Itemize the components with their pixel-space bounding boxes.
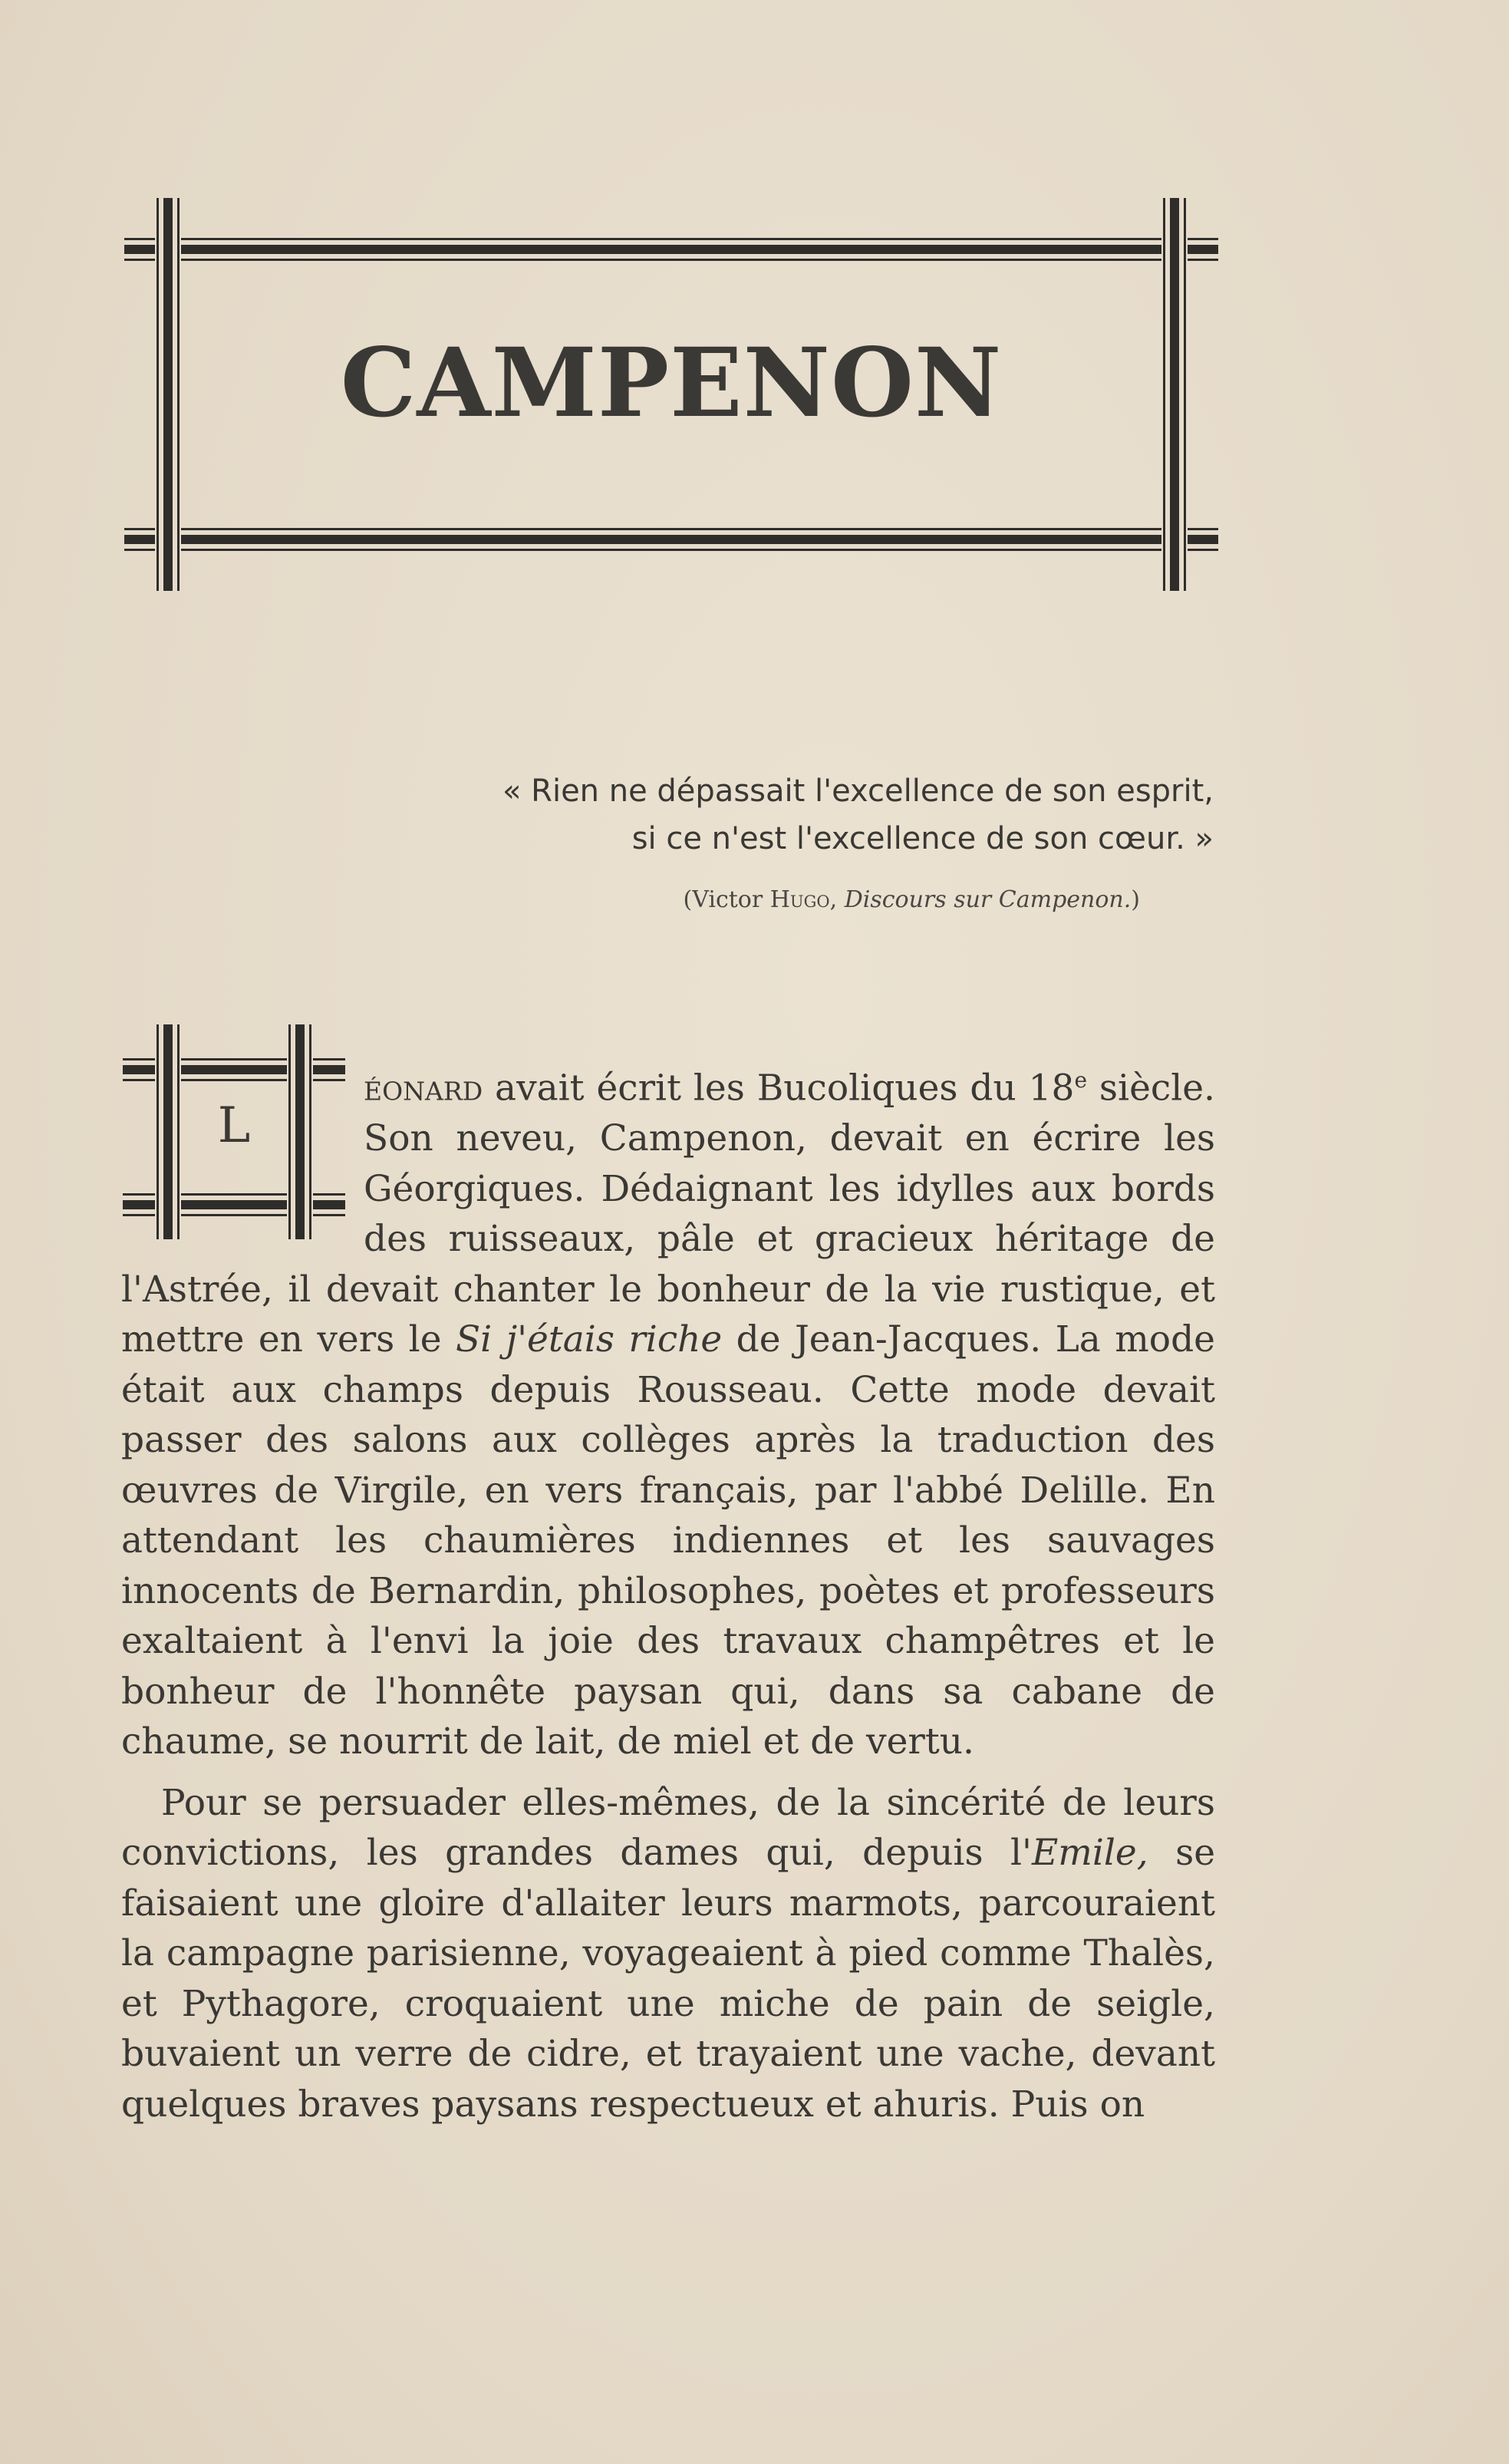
attribution-author: Hugo bbox=[769, 886, 830, 913]
epigraph-attribution bbox=[430, 886, 1140, 913]
paragraph-2-italic-title: Emile, bbox=[1031, 1832, 1148, 1875]
drop-cap-letter: L bbox=[217, 1097, 251, 1154]
century-superscript: e bbox=[1074, 1067, 1088, 1093]
paragraph-1-text-b: siècle. Son neveu, Campenon, devait en écrire les Géorgiques. Dédaignant les idylles aux bords des ruisseaux, pâle et gracieux héritage de l'Astrée, il devait chanter le bonheur de la vie rustique, et mettre en vers le bbox=[121, 1067, 1215, 1361]
epigraph-line-1: « Rien ne dépassait l'excellence de son esprit, bbox=[502, 774, 1214, 809]
frame-border-bottom bbox=[124, 526, 1218, 553]
paragraph-2 bbox=[121, 1778, 1215, 2130]
paragraph-2-text-b: se faisaient une gloire d'allaiter leurs marmots, parcouraient la campagne parisienne, voyageaient à pied comme Thalès, et Pythagore, croquaient une miche de pain de seigle, buvaient un verre de cidre, et trayaient une vache, devant quelques braves paysans respectueux et ahuris. Puis on bbox=[121, 1832, 1216, 2126]
frame-border-top bbox=[124, 236, 1218, 262]
attribution-separator: , bbox=[829, 886, 845, 913]
paragraph-1-text-a: avait écrit les Bucoliques du 18 bbox=[483, 1067, 1075, 1110]
chapter-title-frame bbox=[124, 198, 1218, 591]
attribution-open: (Victor bbox=[683, 886, 770, 913]
paragraph-2-text-a: Pour se persuader elles-mêmes, de la sincérité de leurs convictions, les grandes dames qui, depuis l' bbox=[121, 1781, 1215, 1875]
body-text bbox=[121, 1055, 1215, 2129]
paragraph-1 bbox=[121, 1055, 1215, 1767]
epigraph bbox=[430, 767, 1214, 863]
chapter-title: CAMPENON bbox=[340, 328, 1003, 439]
drop-cap-spacer bbox=[121, 1055, 364, 1247]
epigraph-line-2: si ce n'est l'excellence de son cœur. » bbox=[631, 821, 1214, 856]
paragraph-1-text-c: de Jean-Jacques. La mode était aux champs depuis Rousseau. Cette mode devait passer des salons aux collèges après la traduction des œuvres de Virgile, en vers français, par l'abbé Delille. En attendant les chaumières indiennes et les sauvages innocents de Bernardin, philosophes, poètes et professeurs exaltaient à l'envi la joie des travaux champêtres et le bonheur de l'honnête paysan qui, dans sa cabane de chaume, se nourrit de lait, de miel et de vertu. bbox=[121, 1318, 1215, 1763]
paragraph-1-first-word: éonard bbox=[364, 1067, 483, 1110]
attribution-close: ) bbox=[1131, 886, 1140, 913]
attribution-work: Discours sur Campenon. bbox=[844, 886, 1132, 913]
paragraph-1-italic-title: Si j'étais riche bbox=[455, 1318, 723, 1361]
